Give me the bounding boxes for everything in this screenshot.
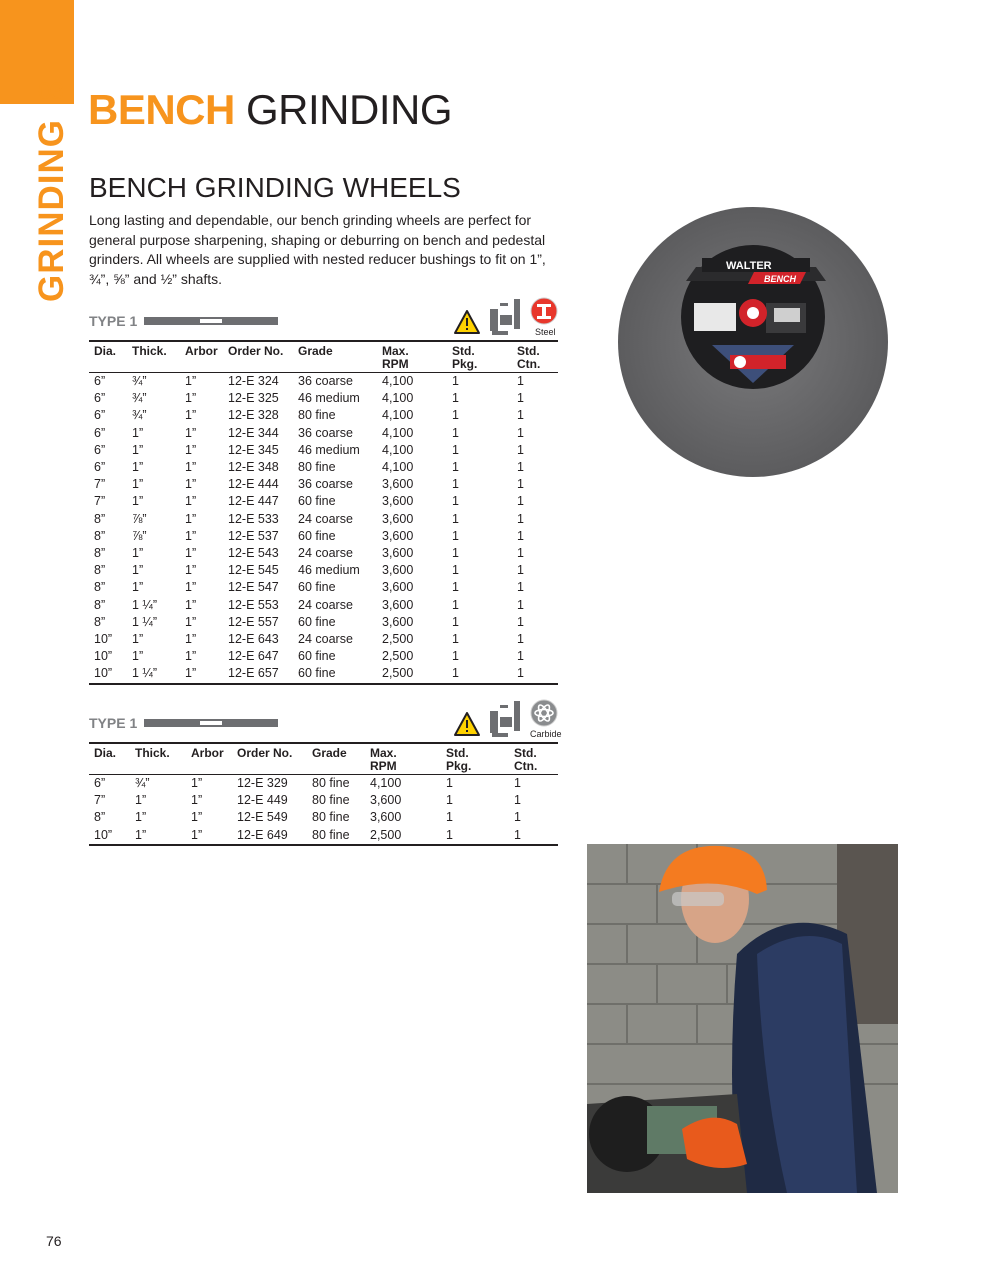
table-cell: 60 fine (298, 494, 336, 509)
table-header-row (89, 341, 558, 373)
table-cell: 1” (185, 460, 197, 475)
table-cell: 1” (185, 477, 197, 492)
table-cell: 8” (94, 563, 106, 578)
column-header: Arbor (180, 341, 223, 373)
table-cell: 1” (185, 528, 197, 543)
table-cell: 1 ¼” (132, 614, 158, 629)
table-cell: 60 fine (298, 614, 336, 629)
table-cell: 1 (446, 810, 453, 825)
column-header: Std. Pkg. (441, 743, 509, 775)
table-cell: 1 (452, 511, 459, 526)
table-cell: ¾” (132, 408, 147, 423)
table-cell: 36 coarse (298, 425, 353, 440)
column-header: Thick. (130, 743, 186, 775)
table-cell: 8” (94, 810, 106, 825)
table-cell: 1 (452, 442, 459, 457)
table-cell: 1 (452, 408, 459, 423)
table-cell: 12-E 549 (237, 810, 288, 825)
table-cell: 1” (132, 477, 144, 492)
table-cell: 8” (94, 614, 106, 629)
table-cell: 12-E 547 (228, 580, 279, 595)
table-row (89, 425, 558, 442)
table-cell: 2,500 (377, 665, 447, 683)
table-cell: 1 (452, 460, 459, 475)
table-row (89, 407, 558, 424)
table-cell: 1 (517, 614, 524, 629)
table-cell: 6” (94, 391, 106, 406)
table-cell: 6” (94, 776, 106, 790)
table-cell: 1 ¼” (127, 665, 180, 683)
table-cell: 1” (185, 408, 197, 423)
table-cell: 1” (185, 597, 197, 612)
table-cell: 12-E 545 (228, 563, 279, 578)
section-title: BENCH GRINDING WHEELS (89, 172, 461, 203)
table-cell: 1 (514, 776, 521, 790)
table-cell: 1 (452, 614, 459, 629)
table-cell: ⅞” (132, 511, 147, 526)
table-cell: 1” (191, 793, 203, 808)
table-cell: 1” (185, 632, 197, 647)
carbide-caption: Carbide (530, 729, 562, 739)
table-row (89, 809, 558, 826)
table-cell: 1 (452, 546, 459, 561)
page-title-light: GRINDING (246, 86, 453, 133)
table-cell: 1 (446, 793, 453, 808)
table-cell: 10” (89, 665, 127, 683)
table-cell: 60 fine (298, 580, 336, 595)
column-header: Arbor (186, 743, 232, 775)
table-cell: 1 (452, 580, 459, 595)
table-row (89, 511, 558, 528)
table-cell: 8” (94, 528, 106, 543)
table-cell: 1 (512, 665, 558, 683)
table-cell: 1 (446, 776, 453, 790)
table-cell: 7” (94, 477, 106, 492)
table-cell: 1 (514, 810, 521, 825)
table-cell: 1 (452, 391, 459, 406)
side-label: GRINDING (32, 119, 71, 302)
table-cell: 12-E 553 (228, 597, 279, 612)
table-cell: 46 medium (298, 442, 360, 457)
table-cell: 12-E 444 (228, 477, 279, 492)
table-row (89, 614, 558, 631)
table-row (89, 459, 558, 476)
table-cell: 1” (191, 810, 203, 825)
table-cell: 80 fine (312, 793, 350, 808)
table-cell: 24 coarse (298, 511, 353, 526)
table-cell: 1 (517, 477, 524, 492)
page-number: 76 (46, 1233, 62, 1249)
table-cell: 60 fine (298, 649, 336, 664)
table-row (89, 665, 558, 683)
table-cell: 6” (94, 442, 106, 457)
table-cell: 8” (94, 546, 106, 561)
steel-icon (531, 298, 557, 324)
table-cell: 12-E 537 (228, 528, 279, 543)
worker-grinding-photo (587, 844, 898, 1193)
spec-table-carbide (89, 742, 558, 846)
table-row (89, 390, 558, 407)
table-cell: 3,600 (382, 528, 414, 543)
spec-table-steel (89, 340, 558, 685)
table-cell: 2,500 (382, 632, 414, 647)
table-cell: 1” (185, 580, 197, 595)
table-cell: 1 (517, 632, 524, 647)
column-header: Std. Pkg. (447, 341, 512, 373)
table-row (89, 775, 558, 793)
column-header: Std. Ctn. (512, 341, 558, 373)
table-cell: 1” (132, 632, 144, 647)
column-header: Order No. (223, 341, 293, 373)
table-cell: ⅞” (132, 528, 147, 543)
table-cell: 3,600 (370, 810, 402, 825)
table-cell: 1 (517, 511, 524, 526)
table-cell: 1” (185, 425, 197, 440)
table-cell: 80 fine (312, 810, 350, 825)
table-cell: 1 (517, 425, 524, 440)
table-cell: 1 (517, 408, 524, 423)
table-cell: 1 (452, 528, 459, 543)
table-cell: 6” (94, 460, 106, 475)
table-cell: 7” (94, 494, 106, 509)
table-cell: 1 (517, 374, 524, 388)
table-cell: 1” (132, 546, 144, 561)
table-cell: 1” (130, 827, 186, 845)
table-cell: 3,600 (382, 511, 414, 526)
table-cell: 60 fine (298, 528, 336, 543)
column-header: Dia. (89, 341, 127, 373)
table-row (89, 442, 558, 459)
table-cell: 1 (517, 442, 524, 457)
table-cell: 12-E 449 (237, 793, 288, 808)
table-cell: 1 (517, 391, 524, 406)
table-row (89, 631, 558, 648)
column-header: Max. RPM (377, 341, 447, 373)
table-cell: ¾” (132, 391, 147, 406)
table-cell: 12-E 643 (228, 632, 279, 647)
table-cell: 1 (452, 425, 459, 440)
table-cell: 1” (185, 563, 197, 578)
table-cell: 10” (89, 827, 130, 845)
grinding-wheel-image (616, 205, 890, 479)
table-cell: 3,600 (382, 494, 414, 509)
table-cell: 3,600 (382, 614, 414, 629)
table-cell: 1 (447, 665, 512, 683)
table-cell: 1” (132, 563, 144, 578)
table-cell: 2,500 (365, 827, 441, 845)
table-cell: 1” (132, 442, 144, 457)
table-cell: 1 (441, 827, 509, 845)
table-row (89, 562, 558, 579)
table-cell: 12-E 329 (237, 776, 288, 790)
table-cell: 8” (94, 597, 106, 612)
table-cell: 1 (517, 563, 524, 578)
table-cell: 7” (94, 793, 106, 808)
table-cell: 1” (185, 511, 197, 526)
table-cell: 36 coarse (298, 477, 353, 492)
table-cell: 1” (185, 614, 197, 629)
type-shape-icon (144, 317, 278, 325)
table-cell: 12-E 344 (228, 425, 279, 440)
table-cell: 1” (132, 460, 144, 475)
table-cell: 3,600 (382, 477, 414, 492)
table-row (89, 545, 558, 562)
table-cell: 4,100 (382, 460, 414, 475)
wheel-brand: WALTER (726, 260, 772, 272)
table-cell: 1” (132, 425, 144, 440)
page-title-bold: BENCH (88, 86, 235, 133)
table-cell: ¾” (135, 776, 150, 790)
column-header: Std. Ctn. (509, 743, 558, 775)
table-cell: 1” (186, 827, 232, 845)
table-cell: ¾” (132, 374, 147, 388)
table-row (89, 597, 558, 614)
table-row (89, 648, 558, 665)
table-cell: 1 (452, 374, 459, 388)
table-cell: 1” (135, 810, 147, 825)
table-cell: 3,600 (382, 580, 414, 595)
table-cell: 12-E 328 (228, 408, 279, 423)
section-description: Long lasting and dependable, our bench grinding wheels are perfect for general purpose sharpening, shaping or deburring on bench and pedestal grinders. All wheels are supplied with nested reducer bushings to fit on 1”, ¾”, ⅝” and ½” shafts. (89, 212, 546, 287)
table-cell: 8” (94, 580, 106, 595)
column-header: Order No. (232, 743, 307, 775)
column-header: Thick. (127, 341, 180, 373)
table-cell: 24 coarse (298, 546, 353, 561)
table-cell: 80 fine (307, 827, 365, 845)
table-cell: 1 (452, 477, 459, 492)
table-cell: 80 fine (298, 460, 336, 475)
table-cell: 24 coarse (298, 597, 353, 612)
warning-icon (455, 713, 479, 735)
table-cell: 1 (452, 494, 459, 509)
table-cell: 1” (185, 494, 197, 509)
table-cell: 12-E 657 (223, 665, 293, 683)
type-shape-icon (144, 719, 278, 727)
type-label-carbide: TYPE 1 (89, 715, 138, 731)
table-row (89, 493, 558, 510)
table-cell: 6” (94, 425, 106, 440)
warning-icon (455, 311, 479, 333)
table-cell: 12-E 557 (228, 614, 279, 629)
wheel-product: BENCH (764, 274, 797, 284)
table-cell: 2,500 (382, 649, 414, 664)
table-cell: 12-E 345 (228, 442, 279, 457)
table-cell: 1” (132, 494, 144, 509)
column-header: Dia. (89, 743, 130, 775)
table-cell: 4,100 (382, 442, 414, 457)
column-header: Max. RPM (365, 743, 441, 775)
table-cell: 1” (185, 391, 197, 406)
table-cell: 46 medium (298, 391, 360, 406)
bench-grinder-icon (490, 299, 520, 335)
table-row (89, 373, 558, 391)
table-cell: 3,600 (370, 793, 402, 808)
table-row (89, 579, 558, 596)
table-cell: 1” (185, 546, 197, 561)
table-cell: 4,100 (370, 776, 402, 790)
table-cell: 1 (517, 649, 524, 664)
table-header-row (89, 743, 558, 775)
table-cell: 4,100 (382, 391, 414, 406)
table-cell: 80 fine (312, 776, 350, 790)
table-cell: 1 (517, 546, 524, 561)
table-cell: 1 (517, 528, 524, 543)
table-cell: 46 medium (298, 563, 360, 578)
table-cell: 12-E 649 (232, 827, 307, 845)
table-cell: 12-E 324 (228, 374, 279, 388)
table-cell: 1” (135, 793, 147, 808)
steel-caption: Steel (535, 327, 556, 337)
table-cell: 10” (94, 632, 113, 647)
table-cell: 6” (94, 374, 106, 388)
table-cell: 80 fine (298, 408, 336, 423)
table-row (89, 528, 558, 545)
table-cell: 4,100 (382, 408, 414, 423)
table-cell: 1 (517, 580, 524, 595)
table-cell: 1 ¼” (132, 597, 158, 612)
table-cell: 1 (517, 597, 524, 612)
table-cell: 4,100 (382, 425, 414, 440)
carbide-icon (531, 700, 557, 726)
table-cell: 1 (452, 597, 459, 612)
table-cell: 24 coarse (298, 632, 353, 647)
table-cell: 12-E 325 (228, 391, 279, 406)
column-header: Grade (293, 341, 377, 373)
table-cell: 10” (94, 649, 113, 664)
table-cell: 1” (185, 442, 197, 457)
table-cell: 36 coarse (298, 374, 353, 388)
table-cell: 1” (191, 776, 203, 790)
table-row (89, 476, 558, 493)
table-cell: 1” (185, 649, 197, 664)
table-cell: 1” (132, 580, 144, 595)
table-cell: 1 (517, 494, 524, 509)
chapter-number: 03 (38, 78, 63, 105)
table-cell: 1 (452, 649, 459, 664)
table-cell: 1” (185, 374, 197, 388)
column-header: Grade (307, 743, 365, 775)
table-cell: 60 fine (293, 665, 377, 683)
table-cell: 1 (452, 632, 459, 647)
page-title (88, 86, 452, 134)
table-cell: 12-E 647 (228, 649, 279, 664)
table-cell: 3,600 (382, 546, 414, 561)
table-cell: 12-E 348 (228, 460, 279, 475)
table-cell: 1 (514, 793, 521, 808)
table-cell: 3,600 (382, 597, 414, 612)
table-row (89, 792, 558, 809)
table-cell: 4,100 (382, 374, 414, 388)
table-cell: 1 (452, 563, 459, 578)
bench-grinder-icon (490, 701, 520, 737)
table-cell: 12-E 543 (228, 546, 279, 561)
table-cell: 3,600 (382, 563, 414, 578)
table-cell: 1” (132, 649, 144, 664)
table-cell: 1 (517, 460, 524, 475)
table-row (89, 827, 558, 845)
table-cell: 1” (180, 665, 223, 683)
table-cell: 12-E 447 (228, 494, 279, 509)
table-cell: 6” (94, 408, 106, 423)
table-cell: 8” (94, 511, 106, 526)
type-label-steel: TYPE 1 (89, 313, 138, 329)
table-cell: 1 (509, 827, 558, 845)
table-cell: 12-E 533 (228, 511, 279, 526)
